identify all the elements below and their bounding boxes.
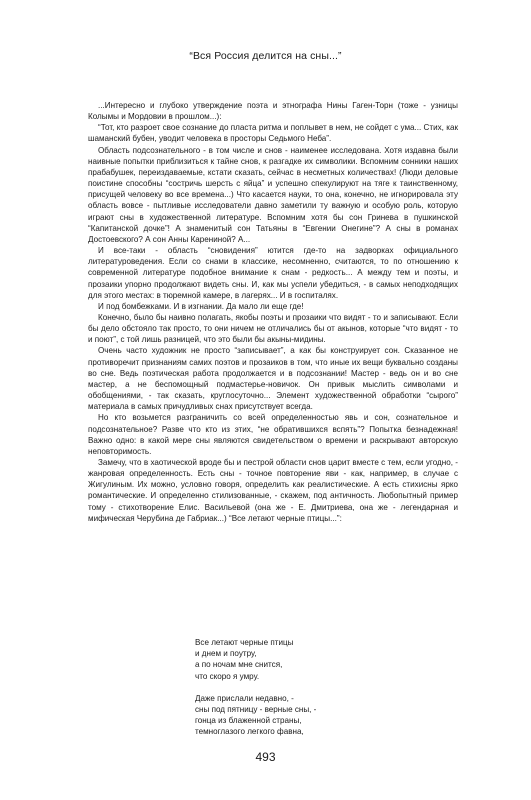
- poem-line: темноглазого легкого фавна,: [195, 727, 304, 737]
- paragraph: И под бомбежками. И в изгнании. Да мало ли еще где!: [98, 301, 304, 311]
- poem-line: сны под пятницу - верные сны, -: [195, 705, 317, 715]
- body-text: [88, 100, 458, 524]
- running-head: “Вся Россия делится на сны...”: [189, 50, 342, 62]
- paragraph: ...Интересно и глубоко утверждение поэта и этнографа Нины Гаген-Торн (тоже - узницы Колымы и Мордовии в прошлом...):: [88, 101, 458, 122]
- poem-stanza: [195, 637, 445, 682]
- poem-line: и днем и поутру,: [195, 649, 257, 659]
- paragraph: “Тот, кто разроет свое сознание до пласта ритма и поплывет в нем, не сойдет с ума... Стих, как шаманский бубен, уводит человека в просторы Седьмого Неба”.: [88, 123, 458, 144]
- paragraph: Область подсознательного - в том числе и снов - наименее исследована. Хотя издавна были наивные попытки приблизиться к тайне снов, к разгадке их символики. Вспомним сонники наших прабабушек, переиздаваемые, кстати сказать, сейчас в несметных количествах! (Люди деловые поистине способны “состричь шерсть с яйца” и успешно спекулируют на тяге к таинственному, присущей человеку во все времена...) Что касается науки, то она, конечно, не игнорировала эту область вовсе - пытливые исследователи давно заметили ту важную и особую роль, которую играют сны в художественной литературе. Вспомним хотя бы сон Гринева в пушкинской “Капитанской дочке”! А знаменитый сон Татьяны в “Евгении Онегине”? А сны в романах Достоевского? А сон Анны Карениной? А...: [88, 145, 458, 244]
- paragraph: Замечу, что в хаотической вроде бы и пестрой области снов царит вместе с тем, если угодно, - жанровая определенность. Есть сны - точное повторение яви - как, например, в случае с Жигулиным. Их можно, условно говоря, определить как реалистические. А есть стихисны ярко романтические. И определенно стилизованные, - скажем, под античность. Любопытный пример тому - стихотворение Елис. Васильевой (она же - Е. Дмитриева, она же - легендарная и мифическая Черубина де Габриак...) “Все летают черные птицы...”:: [88, 458, 458, 523]
- poem-line: а по ночам мне снится,: [195, 660, 283, 670]
- poem-line: Все летают черные птицы: [195, 638, 294, 647]
- poem-line: что скоро я умру.: [195, 671, 260, 681]
- poem-quote: [195, 637, 445, 749]
- paragraph: Конечно, было бы наивно полагать, якобы поэты и прозаики что видят - то и записывают. Если бы дело обстояло так просто, то они ничем не отличались бы от акынов, которые “что видят - то и поют”, с той лишь разницей, что это были бы акыны-мидины.: [88, 312, 458, 345]
- paragraph: И все-таки - область “сновидения” ютится где-то на задворках официального литературоведения. Если со снами в классике, несомненно, считаются, то по отношению к современной литературе подобное внимание к снам - редкость... А между тем и поэты, и прозаики упорно продолжают видеть сны. И, как мы успели убедиться, - в самых неподходящих для этого местах: в тюремной камере, в лагерях... И в госпиталях.: [88, 246, 458, 300]
- poem-line: гонца из блаженной страны,: [195, 716, 302, 726]
- paragraph: Очень часто художник не просто “записывает”, а как бы конструирует сон. Сказанное не противоречит признаниям самих поэтов и прозаиков в том, что иные их вещи буквально созданы во сне. Ведь поэтическая работа продолжается и в подсознании! Мастер - ведь он и во сне мастер, а не беспомощный подмастерье-новичок. Он привык мыслить символами и обобщениями, - так сказать, круглосуточно... Элемент художественной обработки “сырого” материала в самых причудливых снах присутствует всегда.: [88, 346, 458, 412]
- poem-stanza: [195, 693, 445, 738]
- page-number: 493: [255, 750, 276, 764]
- paragraph: Но кто возьмется разграничить со всей определенностью явь и сон, сознательное и подсознательное? Разве что кто из этих, “не обратившихся вспять”? Попытка безнадежная! Важно одно: в какой мере сны являются свидетельством о времени и раскрывают авторскую неповторимость.: [88, 413, 458, 456]
- poem-line: Даже прислали недавно, -: [195, 693, 294, 703]
